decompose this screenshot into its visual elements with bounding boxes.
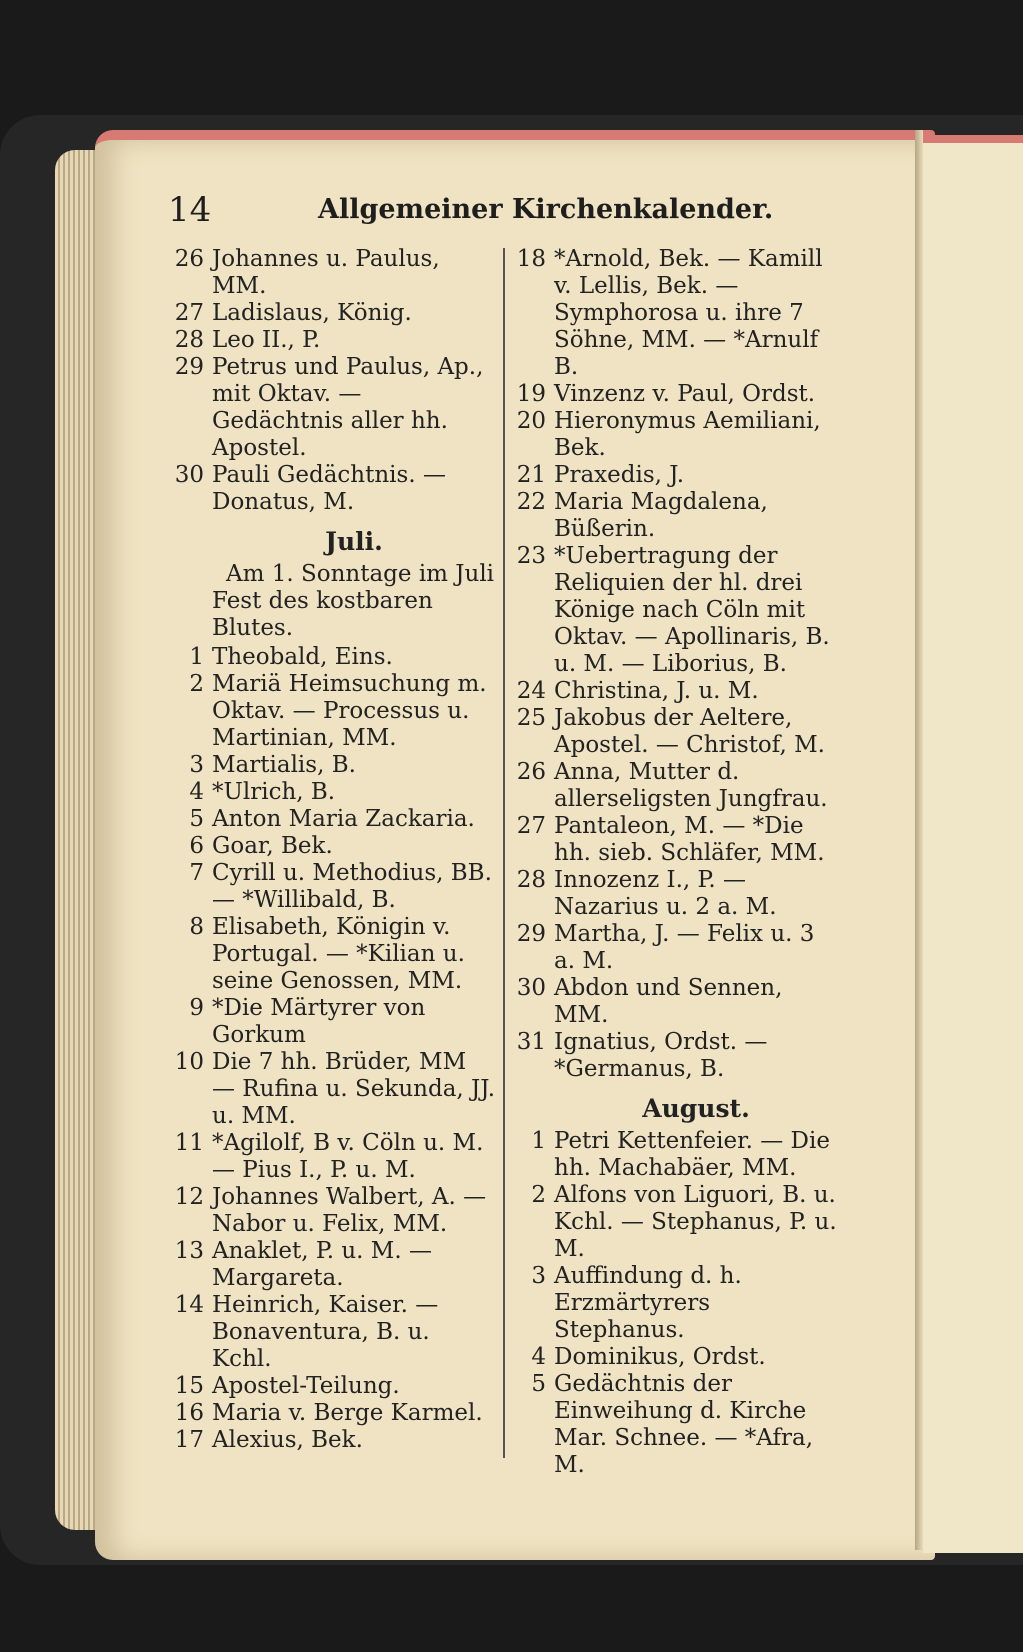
feast-text: Johannes u. Paulus, MM. [212, 246, 440, 299]
feast-text: Heinrich, Kaiser. — Bonaventura, B. u. Kchl. [212, 1292, 439, 1372]
feast-text: Leo II., P. [212, 327, 321, 353]
calendar-entry [512, 489, 838, 543]
calendar-entry [512, 1263, 838, 1344]
calendar-entry [512, 1344, 838, 1371]
day-number: 1 [189, 644, 204, 670]
day-number: 26 [516, 759, 546, 785]
day-number: 30 [516, 975, 546, 1001]
feast-text: Abdon und Sennen, MM. [554, 975, 783, 1028]
right-column [512, 246, 838, 1479]
day-number: 6 [189, 833, 204, 859]
day-number: 17 [174, 1427, 204, 1453]
calendar-entry [170, 806, 496, 833]
facing-page-edge [923, 135, 1023, 1553]
day-number: 18 [516, 246, 546, 272]
feast-text: Anna, Mutter d. allerseligsten Jungfrau. [554, 759, 828, 812]
feast-text: Petri Kettenfeier. — Die hh. Machabäer, MM. [554, 1128, 830, 1181]
calendar-entry [170, 300, 496, 327]
calendar-entry [512, 1371, 838, 1479]
day-number: 3 [531, 1263, 546, 1289]
day-number: 25 [516, 705, 546, 731]
day-number: 22 [516, 489, 546, 515]
feast-text: Elisabeth, Königin v. Portugal. — *Kilian u. seine Genossen, MM. [212, 914, 465, 994]
august-entries [512, 1128, 838, 1479]
feast-text: *Ulrich, B. [212, 779, 336, 805]
left-column [170, 246, 496, 1454]
feast-text: Auffindung d. h. Erzmärtyrers Stephanus. [554, 1263, 742, 1343]
feast-text: Praxedis, J. [554, 462, 685, 488]
feast-text: Anton Maria Zackaria. [212, 806, 475, 832]
calendar-entry [170, 1400, 496, 1427]
page-header [168, 190, 868, 230]
calendar-entry [512, 543, 838, 678]
day-number: 24 [516, 678, 546, 704]
calendar-entry [512, 705, 838, 759]
feast-text: *Agilolf, B v. Cöln u. M. — Pius I., P. u. M. [212, 1130, 484, 1183]
day-number: 11 [174, 1130, 204, 1156]
feast-text: *Arnold, Bek. — Kamill v. Lellis, Bek. — Symphorosa u. ihre 7 Söhne, MM. — *Arnulf B. [554, 246, 823, 380]
calendar-entry [170, 914, 496, 995]
feast-text: Innozenz I., P. — Nazarius u. 2 a. M. [554, 867, 777, 920]
calendar-entry [512, 246, 838, 381]
calendar-entry [170, 1427, 496, 1454]
feast-text: Apostel-Teilung. [212, 1373, 400, 1399]
feast-text: Petrus und Paulus, Ap., mit Oktav. — Gedächtnis aller hh. Apostel. [212, 354, 484, 461]
day-number: 27 [174, 300, 204, 326]
july-entries-left [170, 644, 496, 1454]
calendar-entry [512, 759, 838, 813]
feast-text: Dominikus, Ordst. [554, 1344, 766, 1370]
day-number: 2 [531, 1182, 546, 1208]
calendar-entry [170, 462, 496, 516]
day-number: 29 [174, 354, 204, 380]
day-number: 14 [174, 1292, 204, 1318]
feast-text: Ignatius, Ordst. — *Germanus, B. [554, 1029, 768, 1082]
feast-text: Maria v. Berge Karmel. [212, 1400, 483, 1426]
column-divider [503, 248, 505, 1458]
day-number: 10 [174, 1049, 204, 1075]
feast-text: Johannes Walbert, A. — Nabor u. Felix, MM. [212, 1184, 487, 1237]
day-number: 4 [189, 779, 204, 805]
day-number: 3 [189, 752, 204, 778]
feast-text: Alfons von Liguori, B. u. Kchl. — Stephanus, P. u. M. [554, 1182, 837, 1262]
day-number: 16 [174, 1400, 204, 1426]
day-number: 9 [189, 995, 204, 1021]
calendar-entry [170, 354, 496, 462]
calendar-entry [170, 1292, 496, 1373]
feast-text: Christina, J. u. M. [554, 678, 759, 704]
calendar-entry [512, 678, 838, 705]
calendar-entry [170, 860, 496, 914]
calendar-entry [512, 381, 838, 408]
feast-text: Ladislaus, König. [212, 300, 412, 326]
day-number: 21 [516, 462, 546, 488]
feast-text: Pantaleon, M. — *Die hh. sieb. Schläfer, MM. [554, 813, 825, 866]
day-number: 31 [516, 1029, 546, 1055]
calendar-entry [170, 833, 496, 860]
month-heading-august: August. [642, 1094, 750, 1123]
day-number: 13 [174, 1238, 204, 1264]
book-gutter [915, 130, 923, 1550]
calendar-entry [512, 462, 838, 489]
feast-text: Vinzenz v. Paul, Ordst. [554, 381, 816, 407]
calendar-entry [170, 752, 496, 779]
june-entries [170, 246, 496, 516]
day-number: 28 [516, 867, 546, 893]
day-number: 8 [189, 914, 204, 940]
calendar-entry [170, 671, 496, 752]
feast-text: Anaklet, P. u. M. — Margareta. [212, 1238, 432, 1291]
day-number: 26 [174, 246, 204, 272]
feast-text: Cyrill u. Methodius, BB. — *Willibald, B. [212, 860, 492, 913]
feast-text: *Die Märtyrer von Gorkum [212, 995, 426, 1048]
calendar-entry [170, 1184, 496, 1238]
day-number: 20 [516, 408, 546, 434]
july-note: Am 1. Sonntage im Juli Fest des kostbaren Blutes. [212, 561, 495, 641]
day-number: 5 [531, 1371, 546, 1397]
calendar-entry [170, 1130, 496, 1184]
day-number: 15 [174, 1373, 204, 1399]
calendar-entry [170, 1238, 496, 1292]
calendar-entry [170, 995, 496, 1049]
calendar-entry [512, 1128, 838, 1182]
day-number: 4 [531, 1344, 546, 1370]
calendar-entry [512, 1182, 838, 1263]
july-entries-right [512, 246, 838, 1083]
feast-text: Martialis, B. [212, 752, 356, 778]
feast-text: Alexius, Bek. [212, 1427, 363, 1453]
calendar-entry [512, 975, 838, 1029]
day-number: 28 [174, 327, 204, 353]
day-number: 29 [516, 921, 546, 947]
feast-text: Gedächtnis der Einweihung d. Kirche Mar. Schnee. — *Afra, M. [554, 1371, 814, 1478]
calendar-entry [512, 813, 838, 867]
day-number: 19 [516, 381, 546, 407]
month-heading-july: Juli. [325, 527, 383, 556]
feast-text: Die 7 hh. Brüder, MM — Rufina u. Sekunda, JJ. u. MM. [212, 1049, 496, 1129]
day-number: 1 [531, 1128, 546, 1154]
day-number: 23 [516, 543, 546, 569]
calendar-entry [170, 1049, 496, 1130]
day-number: 7 [189, 860, 204, 886]
feast-text: Hieronymus Aemiliani, Bek. [554, 408, 821, 461]
running-head: Allgemeiner Kirchenkalender. [318, 194, 774, 225]
calendar-entry [512, 1029, 838, 1083]
calendar-entry [170, 327, 496, 354]
calendar-entry [170, 779, 496, 806]
feast-text: Pauli Gedächtnis. — Donatus, M. [212, 462, 446, 515]
page-number: 14 [168, 190, 212, 230]
calendar-entry [512, 921, 838, 975]
feast-text: Goar, Bek. [212, 833, 333, 859]
calendar-entry [512, 867, 838, 921]
calendar-entry [170, 246, 496, 300]
day-number: 30 [174, 462, 204, 488]
calendar-entry [170, 1373, 496, 1400]
day-number: 2 [189, 671, 204, 697]
feast-text: Jakobus der Aeltere, Apostel. — Christof, M. [554, 705, 825, 758]
calendar-entry [512, 408, 838, 462]
feast-text: Maria Magdalena, Büßerin. [554, 489, 768, 542]
feast-text: *Uebertragung der Reliquien der hl. drei Könige nach Cöln mit Oktav. — Apollinaris, B. u. M. — Liborius, B. [554, 543, 830, 677]
day-number: 12 [174, 1184, 204, 1210]
feast-text: Theobald, Eins. [212, 644, 393, 670]
calendar-entry [170, 644, 496, 671]
feast-text: Mariä Heimsuchung m. Oktav. — Processus u. Martinian, MM. [212, 671, 487, 751]
day-number: 5 [189, 806, 204, 832]
feast-text: Martha, J. — Felix u. 3 a. M. [554, 921, 815, 974]
day-number: 27 [516, 813, 546, 839]
